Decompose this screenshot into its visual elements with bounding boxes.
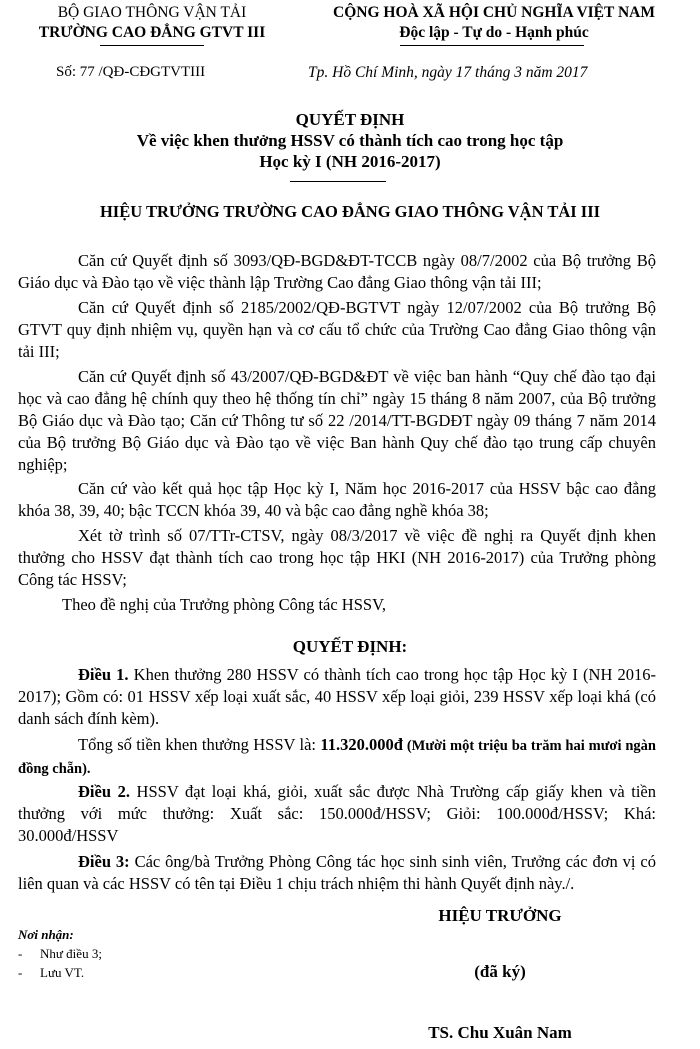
decision-subject: Về việc khen thưởng HSSV có thành tích cao trong học tập [136,131,564,150]
decision-heading: QUYẾT ĐỊNH: [292,637,408,656]
signed-note: (đã ký) [474,962,526,981]
article-2-label: Điều 2. [78,782,130,801]
place-and-date: Tp. Hồ Chí Minh, ngày 17 tháng 3 năm 2017 [308,64,588,81]
article-1-text: Khen thưởng 280 HSSV có thành tích cao trong học tập Học kỳ I (NH 2016-2017); Gồm có: 01 HSSV xếp loại xuất sắc, 40 HSSV xếp loại giỏi, 239 HSSV xếp loại khá (có danh sách đính kèm). [18,665,656,728]
receiver-item-text: Như điều 3; [40,946,102,961]
total-reward-words: (Mười một triệu ba trăm hai mươi ngàn đồng chẵn). [18,738,656,777]
decision-term: Học kỳ I (NH 2016-2017) [259,152,441,171]
national-title: CỘNG HOÀ XÃ HỘI CHỦ NGHĨA VIỆT NAM [333,4,655,21]
preamble-paragraph: Xét tờ trình số 07/TTr-CTSV, ngày 08/3/2017 về việc đề nghị ra Quyết định khen thưởng cho HSSV đạt thành tích cao trong học tập HKI (NH 2016-2017) của Trưởng phòng Công tác HSSV; [18,526,656,589]
article-2 [18,781,656,847]
total-reward-prefix: Tổng số tiền khen thưởng HSSV là: [78,735,321,754]
receivers-label: Nơi nhận: [18,927,74,942]
signer-name: TS. Chu Xuân Nam [428,1023,572,1042]
preamble-paragraph: Căn cứ vào kết quả học tập Học kỳ I, Năm học 2016-2017 của HSSV bậc cao đẳng khóa 38, 39, 40; bậc TCCN khóa 39, 40 và bậc cao đẳng nghề khóa 38; [18,479,656,520]
preamble-paragraph: Căn cứ Quyết định số 43/2007/QĐ-BGD&ĐT về việc ban hành “Quy chế đào tạo đại học và cao đẳng hệ chính quy theo hệ thống tín chỉ” ngày 15 tháng 8 năm 2007, của Bộ trưởng Bộ Giáo dục và Đào tạo; Căn cứ Thông tư số 22 /2014/TT-BGDĐT ngày 09 tháng 7 năm 2014 của Bộ trưởng Bộ Giáo dục và Đào tạo về việc Ban hành Quy chế đào tạo trung cấp chuyên nghiệp; [18,367,656,474]
receiver-item: - Như điều 3; [18,946,102,961]
title-divider [290,181,386,182]
total-reward [18,734,656,780]
header-left-underline [100,45,204,46]
decision-title: QUYẾT ĐỊNH [295,110,405,129]
ministry-name: BỘ GIAO THÔNG VẬN TẢI [57,4,247,21]
article-3 [18,851,656,895]
article-3-text: Các ông/bà Trưởng Phòng Công tác học sinh sinh viên, Trưởng các đơn vị có liên quan và các HSSV có tên tại Điều 1 chịu trách nhiệm thi hành Quyết định này./. [18,852,656,893]
article-3-label: Điều 3: [78,852,130,871]
preamble-paragraph: Căn cứ Quyết định số 2185/2002/QĐ-BGTVT ngày 12/07/2002 của Bộ trưởng Bộ GTVT quy định nhiệm vụ, quyền hạn và cơ cấu tổ chức của Trường Cao đẳng Giao thông vận tải III; [18,298,656,361]
receiver-item-text: Lưu VT. [40,965,85,980]
signer-title: HIỆU TRƯỞNG [438,906,562,925]
school-name: TRƯỜNG CAO ĐẲNG GTVT III [38,24,266,41]
article-1 [18,664,656,730]
national-motto: Độc lập - Tự do - Hạnh phúc [399,24,589,41]
preamble-paragraph: Căn cứ Quyết định số 3093/QĐ-BGD&ĐT-TCCB ngày 08/7/2002 của Bộ trưởng Bộ Giáo dục và Đào tạo về việc thành lập Trường Cao đẳng Giao thông vận tải III; [18,251,656,292]
article-1-label: Điều 1. [78,665,129,684]
issuing-authority: HIỆU TRƯỞNG TRƯỜNG CAO ĐẲNG GIAO THÔNG VẬN TẢI III [99,202,601,221]
header-right-underline [400,45,584,46]
document-number: Số: 77 /QĐ-CĐGTVTIII [56,64,206,80]
article-2-text: HSSV đạt loại khá, giỏi, xuất sắc được Nhà Trường cấp giấy khen và tiền thưởng với mức thưởng: Xuất sắc: 150.000đ/HSSV; Giỏi: 100.000đ/HSSV; Khá: 30.000đ/HSSV [18,782,657,845]
total-reward-amount: 11.320.000đ [320,735,403,754]
proposal-line: Theo đề nghị của Trưởng phòng Công tác HSSV, [62,595,386,614]
receiver-item: - Lưu VT. [18,965,85,980]
